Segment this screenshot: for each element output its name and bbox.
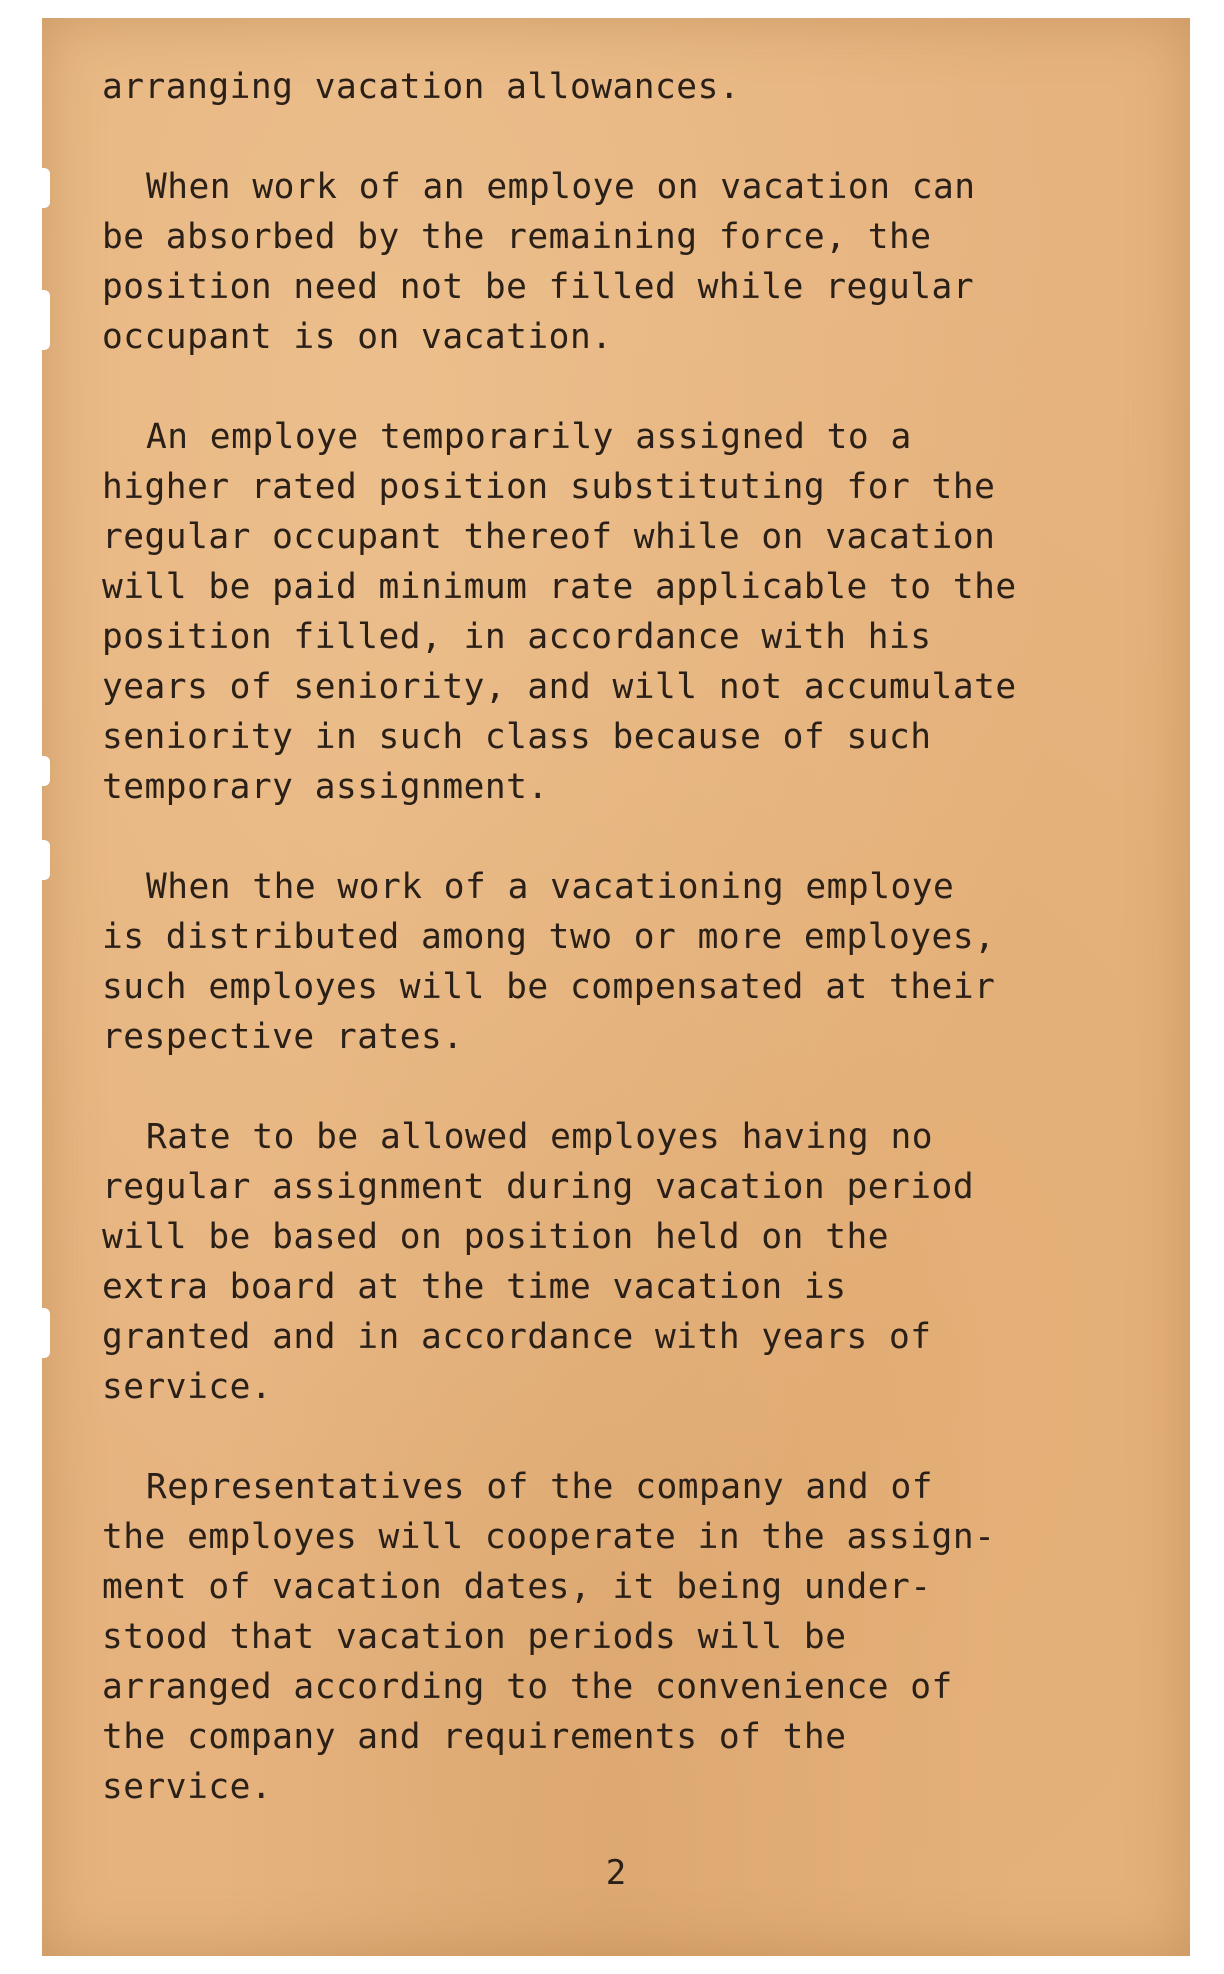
- text-line: regular occupant thereof while on vacation: [102, 517, 996, 557]
- text-line: the company and requirements of the: [102, 1717, 847, 1757]
- document-body: [102, 62, 1172, 1812]
- text-line: be absorbed by the remaining force, the: [102, 217, 932, 257]
- text-line: service.: [102, 1767, 273, 1807]
- text-line: position need not be filled while regular: [102, 267, 975, 307]
- torn-edge-mark: [36, 290, 50, 350]
- paragraph-1: [102, 62, 1172, 112]
- text-line: respective rates.: [102, 1017, 464, 1057]
- text-line: temporary assignment.: [102, 767, 549, 807]
- text-line: arranged according to the convenience of: [102, 1667, 953, 1707]
- text-line: stood that vacation periods will be: [102, 1617, 847, 1657]
- text-line: Representatives of the company and of: [146, 1467, 934, 1507]
- paragraph-5: [102, 1112, 1172, 1412]
- page-number: 2: [605, 1853, 627, 1893]
- text-line: seniority in such class because of such: [102, 717, 932, 757]
- text-line: years of seniority, and will not accumulate: [102, 667, 1017, 707]
- torn-edge-mark: [36, 1308, 50, 1358]
- text-line: ment of vacation dates, it being under-: [102, 1567, 932, 1607]
- text-line: the employes will cooperate in the assign-: [102, 1517, 996, 1557]
- text-line: An employe temporarily assigned to a: [146, 417, 912, 457]
- text-line: will be based on position held on the: [102, 1217, 890, 1257]
- text-line: occupant is on vacation.: [102, 317, 613, 357]
- text-line: granted and in accordance with years of: [102, 1317, 932, 1357]
- paragraph-2: [102, 162, 1172, 362]
- text-line: position filled, in accordance with his: [102, 617, 932, 657]
- text-line: extra board at the time vacation is: [102, 1267, 847, 1307]
- text-line: is distributed among two or more employes,: [102, 917, 996, 957]
- text-line: regular assignment during vacation period: [102, 1167, 975, 1207]
- text-line: When the work of a vacationing employe: [146, 867, 955, 907]
- text-line: arranging vacation allowances.: [102, 67, 741, 107]
- text-line: When work of an employe on vacation can: [146, 167, 976, 207]
- text-line: such employes will be compensated at their: [102, 967, 996, 1007]
- text-line: higher rated position substituting for the: [102, 467, 996, 507]
- torn-edge-mark: [36, 756, 50, 786]
- paragraph-6: [102, 1462, 1172, 1812]
- paragraph-4: [102, 862, 1172, 1062]
- torn-edge-mark: [36, 840, 50, 880]
- torn-edge-mark: [36, 168, 50, 208]
- text-line: Rate to be allowed employes having no: [146, 1117, 934, 1157]
- typed-page: [42, 18, 1190, 1956]
- text-line: service.: [102, 1367, 273, 1407]
- paragraph-3: [102, 412, 1172, 812]
- text-line: will be paid minimum rate applicable to the: [102, 567, 1017, 607]
